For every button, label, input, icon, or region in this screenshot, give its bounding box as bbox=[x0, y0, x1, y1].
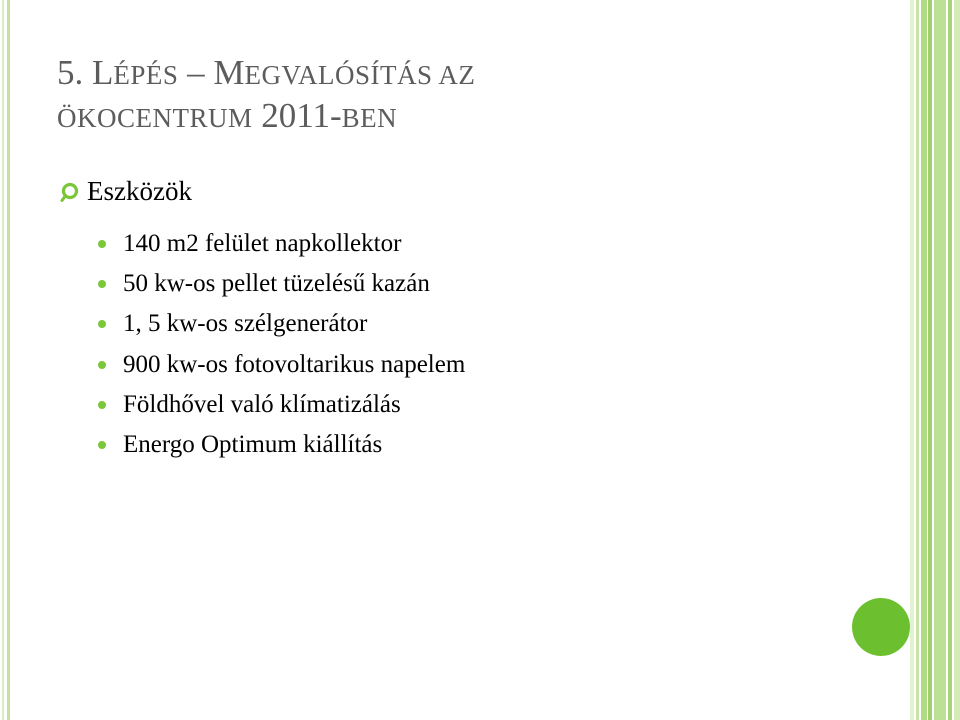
list-item-label: 140 m2 felület napkollektor bbox=[123, 230, 402, 258]
dot-icon bbox=[98, 320, 106, 328]
list-item bbox=[98, 425, 465, 465]
green-circle-decoration bbox=[852, 598, 910, 656]
list-item bbox=[98, 224, 465, 264]
title-line-1 bbox=[57, 52, 837, 95]
list-item bbox=[98, 385, 465, 425]
dot-icon bbox=[98, 280, 106, 288]
dot-icon bbox=[98, 401, 106, 409]
list-item-label: Energo Optimum kiállítás bbox=[123, 431, 383, 459]
dot-icon bbox=[98, 361, 106, 369]
list-item bbox=[98, 304, 465, 344]
title-text: EGVALÓSÍTÁS bbox=[244, 60, 433, 90]
list-item-label: 50 kw-os pellet tüzelésű kazán bbox=[123, 270, 430, 298]
title-text: – M bbox=[178, 53, 245, 92]
slide-title bbox=[57, 52, 837, 137]
title-text: 2011- bbox=[252, 95, 342, 135]
title-text: AZ bbox=[432, 60, 476, 90]
title-line-2 bbox=[57, 95, 837, 138]
title-text: BEN bbox=[341, 102, 398, 133]
list-item-label: 1, 5 kw-os szélgenerátor bbox=[123, 310, 368, 338]
right-stripe-decoration bbox=[910, 0, 960, 720]
section-heading-label: Eszközök bbox=[87, 176, 192, 206]
dot-icon bbox=[98, 441, 106, 449]
pin-icon bbox=[60, 182, 80, 202]
list-item-label: 900 kw-os fotovoltarikus napelem bbox=[123, 350, 466, 378]
title-text: ÖKOCENTRUM bbox=[57, 102, 253, 133]
list-item bbox=[98, 264, 465, 304]
section-heading bbox=[60, 176, 192, 207]
bullet-list bbox=[98, 224, 465, 465]
title-text: ÉPÉS bbox=[113, 60, 179, 90]
list-item bbox=[98, 345, 465, 385]
list-item-label: Földhővel való klímatizálás bbox=[123, 390, 401, 418]
left-edge-decoration bbox=[0, 0, 12, 720]
title-text: 5. L bbox=[57, 53, 114, 92]
dot-icon bbox=[98, 240, 106, 248]
